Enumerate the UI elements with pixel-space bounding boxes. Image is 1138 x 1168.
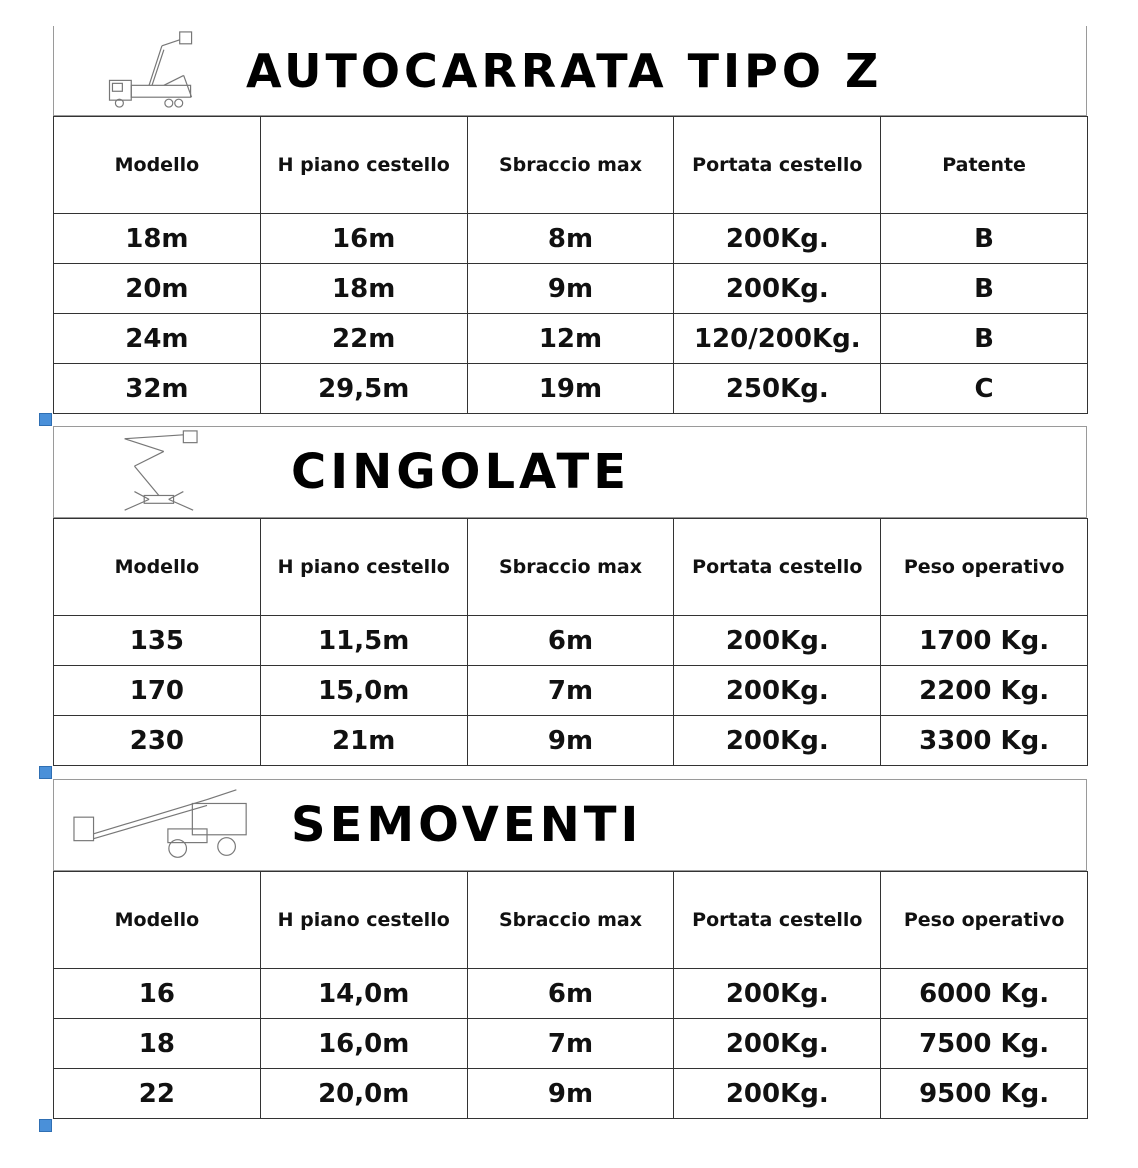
table-cell: 22 (54, 1069, 261, 1119)
column-header: Portata cestello (674, 519, 881, 616)
table-cell: B (881, 314, 1088, 364)
section-header-autocarrata (53, 26, 1087, 116)
section-header-cingolate (53, 426, 1087, 518)
table-cell: 6m (467, 969, 674, 1019)
table-cell: 200Kg. (674, 716, 881, 766)
column-header: Patente (881, 117, 1088, 214)
section-title: SEMOVENTI (291, 797, 643, 853)
table-cell: 8m (467, 214, 674, 264)
table-row (54, 264, 1088, 314)
table-cell: 6000 Kg. (881, 969, 1088, 1019)
table-cell: 6m (467, 616, 674, 666)
column-header: Modello (54, 872, 261, 969)
table-cell: 7m (467, 1019, 674, 1069)
table-cell: 200Kg. (674, 666, 881, 716)
table-cell: B (881, 264, 1088, 314)
table-cell: 20m (54, 264, 261, 314)
table-cell: 12m (467, 314, 674, 364)
table-cell: 9m (467, 716, 674, 766)
table-row (54, 716, 1088, 766)
table-cell: 230 (54, 716, 261, 766)
section-header-semoventi (53, 779, 1087, 871)
section-anchor-marker (39, 413, 52, 426)
table-header-row (54, 872, 1088, 969)
table-cell: 9m (467, 1069, 674, 1119)
section-anchor-marker (39, 1119, 52, 1132)
column-header: Peso operativo (881, 872, 1088, 969)
table-header-row (54, 519, 1088, 616)
table-cell: 135 (54, 616, 261, 666)
table-row (54, 616, 1088, 666)
table-row (54, 1019, 1088, 1069)
column-header: Peso operativo (881, 519, 1088, 616)
self-propelled-boom-lift-icon (68, 780, 258, 870)
table-cell: 170 (54, 666, 261, 716)
column-header: H piano cestello (260, 117, 467, 214)
table-cell: 2200 Kg. (881, 666, 1088, 716)
section-title: AUTOCARRATA TIPO Z (246, 43, 883, 98)
table-cell: 200Kg. (674, 264, 881, 314)
column-header: Modello (54, 519, 261, 616)
tracked-spider-lift-icon (104, 427, 204, 517)
column-header: Sbraccio max (467, 117, 674, 214)
table-cell: 16 (54, 969, 261, 1019)
truck-platform-icon (104, 26, 204, 115)
table-cell: 22m (260, 314, 467, 364)
table-cell: 7m (467, 666, 674, 716)
table-cell: 200Kg. (674, 969, 881, 1019)
table-cell: 21m (260, 716, 467, 766)
table-cell: 200Kg. (674, 1019, 881, 1069)
table-cell: 200Kg. (674, 616, 881, 666)
column-header: Sbraccio max (467, 519, 674, 616)
table-cell: 250Kg. (674, 364, 881, 414)
spec-table-autocarrata (53, 116, 1088, 414)
table-cell: 24m (54, 314, 261, 364)
table-cell: 3300 Kg. (881, 716, 1088, 766)
column-header: Portata cestello (674, 117, 881, 214)
table-cell: 16m (260, 214, 467, 264)
table-cell: C (881, 364, 1088, 414)
table-row (54, 969, 1088, 1019)
table-cell: 1700 Kg. (881, 616, 1088, 666)
table-cell: 11,5m (260, 616, 467, 666)
column-header: H piano cestello (260, 519, 467, 616)
table-cell: 16,0m (260, 1019, 467, 1069)
spec-table-semoventi (53, 871, 1088, 1119)
table-cell: 32m (54, 364, 261, 414)
section-anchor-marker (39, 766, 52, 779)
table-header-row (54, 117, 1088, 214)
column-header: H piano cestello (260, 872, 467, 969)
table-cell: 9500 Kg. (881, 1069, 1088, 1119)
table-cell: 14,0m (260, 969, 467, 1019)
table-cell: 18m (54, 214, 261, 264)
section-title: CINGOLATE (291, 444, 630, 500)
table-cell: 200Kg. (674, 1069, 881, 1119)
table-cell: 20,0m (260, 1069, 467, 1119)
table-cell: 29,5m (260, 364, 467, 414)
table-cell: 120/200Kg. (674, 314, 881, 364)
table-cell: B (881, 214, 1088, 264)
table-cell: 18 (54, 1019, 261, 1069)
column-header: Modello (54, 117, 261, 214)
table-cell: 200Kg. (674, 214, 881, 264)
table-row (54, 314, 1088, 364)
table-cell: 15,0m (260, 666, 467, 716)
table-cell: 19m (467, 364, 674, 414)
column-header: Sbraccio max (467, 872, 674, 969)
table-cell: 7500 Kg. (881, 1019, 1088, 1069)
table-cell: 9m (467, 264, 674, 314)
table-row (54, 666, 1088, 716)
table-cell: 18m (260, 264, 467, 314)
table-row (54, 364, 1088, 414)
table-row (54, 214, 1088, 264)
spec-table-cingolate (53, 518, 1088, 766)
column-header: Portata cestello (674, 872, 881, 969)
table-row (54, 1069, 1088, 1119)
